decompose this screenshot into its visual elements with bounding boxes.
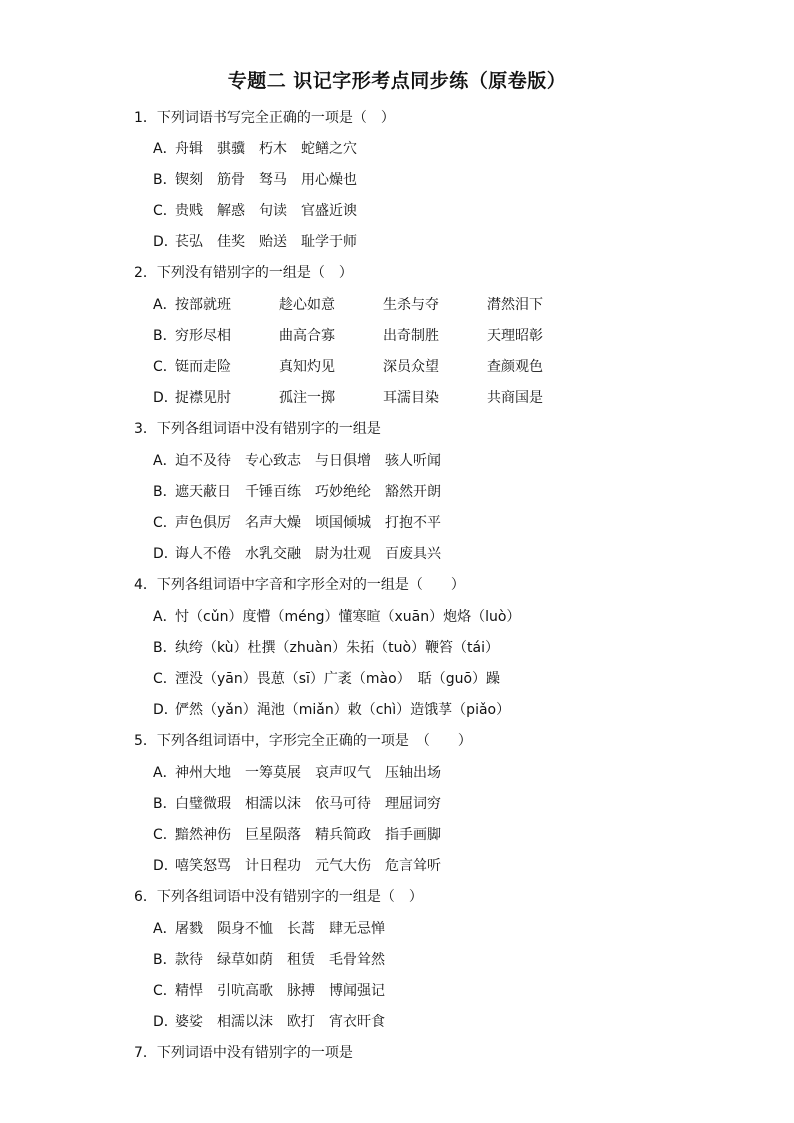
option-label: A． bbox=[153, 297, 177, 313]
option-word: 元气大伤 bbox=[315, 858, 371, 874]
option-text: 忖（cǔn）度懵（méng）懂寒暄（xuān）炮烙（luò） bbox=[175, 609, 521, 625]
option-word: 耳濡目染 bbox=[383, 390, 439, 406]
question-1-option-c bbox=[153, 202, 357, 220]
option-label: B． bbox=[153, 952, 177, 968]
option-label: C． bbox=[153, 671, 177, 687]
option-word: 骇人听闻 bbox=[385, 453, 441, 469]
option-word: 佳奖 bbox=[217, 234, 245, 250]
option-word: 贵贱 bbox=[175, 203, 203, 219]
option-label: A． bbox=[153, 765, 177, 781]
option-label: D． bbox=[153, 702, 178, 718]
option-label: C． bbox=[153, 515, 177, 531]
option-word: 指手画脚 bbox=[385, 827, 441, 843]
option-word: 百废具兴 bbox=[385, 546, 441, 562]
option-label: C． bbox=[153, 359, 177, 375]
option-word: 屠戮 bbox=[175, 921, 203, 937]
option-word: 哀声叹气 bbox=[315, 765, 371, 781]
option-word: 肆无忌惮 bbox=[329, 921, 385, 937]
option-label: D． bbox=[153, 1014, 178, 1030]
question-3-option-a bbox=[153, 452, 441, 470]
option-word: 舟辑 bbox=[175, 141, 203, 157]
question-1-option-a bbox=[153, 140, 357, 158]
question-5-option-c bbox=[153, 826, 441, 844]
option-word: 宵衣旰食 bbox=[329, 1014, 385, 1030]
option-word: 相濡以沫 bbox=[217, 1014, 273, 1030]
option-word: 深员众望 bbox=[383, 359, 439, 375]
option-word: 蛇鳝之穴 bbox=[301, 141, 357, 157]
option-word: 租赁 bbox=[287, 952, 315, 968]
option-text: 俨然（yǎn）渑池（miǎn）敕（chì）造饿莩（piǎo） bbox=[175, 702, 511, 718]
option-word: 句读 bbox=[259, 203, 287, 219]
option-label: B． bbox=[153, 796, 177, 812]
option-word: 绿草如荫 bbox=[217, 952, 273, 968]
option-word: 用心燥也 bbox=[301, 172, 357, 188]
question-1-stem: 1．下列词语书写完全正确的一项是（ ） bbox=[134, 110, 395, 126]
option-word: 骐骥 bbox=[217, 141, 245, 157]
option-word: 耻学于师 bbox=[301, 234, 357, 250]
option-word: 诲人不倦 bbox=[175, 546, 231, 562]
option-word: 遮天蔽日 bbox=[175, 484, 231, 500]
option-word: 千锤百练 bbox=[245, 484, 301, 500]
option-word: 驽马 bbox=[259, 172, 287, 188]
option-word: 豁然开朗 bbox=[385, 484, 441, 500]
option-word: 曲高合寡 bbox=[279, 328, 335, 344]
option-word: 共商国是 bbox=[487, 390, 543, 406]
question-4-option-d bbox=[153, 701, 510, 719]
option-label: B． bbox=[153, 328, 177, 344]
option-label: C． bbox=[153, 983, 177, 999]
option-word: 相濡以沫 bbox=[245, 796, 301, 812]
option-text: 湮没（yān）畏葸（sī）广袤（mào） 聒（guō）躁 bbox=[175, 671, 501, 687]
option-label: D． bbox=[153, 858, 178, 874]
option-word: 引吭高歌 bbox=[217, 983, 273, 999]
question-3-option-d bbox=[153, 545, 441, 563]
option-label: B． bbox=[153, 640, 177, 656]
option-label: D． bbox=[153, 234, 178, 250]
option-word: 计日程功 bbox=[245, 858, 301, 874]
option-word: 依马可待 bbox=[315, 796, 371, 812]
question-6-stem: 6．下列各组词语中没有错别字的一组是（ ） bbox=[134, 889, 423, 905]
option-word: 一筹莫展 bbox=[245, 765, 301, 781]
question-1-option-b bbox=[153, 171, 357, 189]
option-word: 长蒿 bbox=[287, 921, 315, 937]
question-6-option-a bbox=[153, 920, 385, 938]
option-word: 巨星陨落 bbox=[245, 827, 301, 843]
option-word: 铤而走险 bbox=[175, 359, 231, 375]
question-5-option-b bbox=[153, 795, 441, 813]
option-label: B． bbox=[153, 172, 177, 188]
option-word: 款待 bbox=[175, 952, 203, 968]
question-2-stem: 2．下列没有错别字的一组是（ ） bbox=[134, 265, 353, 281]
option-word: 生杀与夺 bbox=[383, 297, 439, 313]
option-word: 趁心如意 bbox=[279, 297, 335, 313]
option-word: 孤注一掷 bbox=[279, 390, 335, 406]
option-word: 欧打 bbox=[287, 1014, 315, 1030]
option-word: 精悍 bbox=[175, 983, 203, 999]
question-5-option-d bbox=[153, 857, 441, 875]
option-word: 出奇制胜 bbox=[383, 328, 439, 344]
option-label: A． bbox=[153, 609, 177, 625]
question-4-option-c bbox=[153, 670, 500, 688]
page-title: 专题二 识记字形考点同步练（原卷版） bbox=[227, 70, 567, 92]
option-word: 穷形尽相 bbox=[175, 328, 231, 344]
option-label: C． bbox=[153, 203, 177, 219]
option-word: 真知灼见 bbox=[279, 359, 335, 375]
option-word: 迫不及待 bbox=[175, 453, 231, 469]
option-word: 捉襟见肘 bbox=[175, 390, 231, 406]
question-3-option-c bbox=[153, 514, 441, 532]
option-word: 水乳交融 bbox=[245, 546, 301, 562]
option-word: 陨身不恤 bbox=[217, 921, 273, 937]
option-word: 朽木 bbox=[259, 141, 287, 157]
option-word: 精兵简政 bbox=[315, 827, 371, 843]
option-label: A． bbox=[153, 921, 177, 937]
option-word: 天理昭彰 bbox=[487, 328, 543, 344]
option-word: 压轴出场 bbox=[385, 765, 441, 781]
option-label: C． bbox=[153, 827, 177, 843]
option-word: 神州大地 bbox=[175, 765, 231, 781]
question-2-option-b bbox=[153, 327, 543, 345]
option-word: 解惑 bbox=[217, 203, 245, 219]
option-word: 按部就班 bbox=[175, 297, 231, 313]
option-label: A． bbox=[153, 141, 177, 157]
question-1-option-d bbox=[153, 233, 357, 251]
option-label: D． bbox=[153, 546, 178, 562]
option-word: 白璧微瑕 bbox=[175, 796, 231, 812]
question-3-stem: 3．下列各组词语中没有错别字的一组是 bbox=[134, 421, 381, 437]
option-word: 名声大燥 bbox=[245, 515, 301, 531]
option-word: 官盛近谀 bbox=[301, 203, 357, 219]
option-word: 顷国倾城 bbox=[315, 515, 371, 531]
option-word: 苌弘 bbox=[175, 234, 203, 250]
option-word: 危言耸听 bbox=[385, 858, 441, 874]
option-word: 声色俱厉 bbox=[175, 515, 231, 531]
option-label: B． bbox=[153, 484, 177, 500]
option-word: 嘻笑怒骂 bbox=[175, 858, 231, 874]
option-word: 打抱不平 bbox=[385, 515, 441, 531]
question-2-option-a bbox=[153, 296, 543, 314]
option-label: D． bbox=[153, 390, 178, 406]
question-2-option-d bbox=[153, 389, 543, 407]
option-label: A． bbox=[153, 453, 177, 469]
option-word: 尉为壮观 bbox=[315, 546, 371, 562]
question-4-option-b bbox=[153, 639, 499, 657]
option-word: 筋骨 bbox=[217, 172, 245, 188]
option-word: 黯然神伤 bbox=[175, 827, 231, 843]
option-word: 锲刻 bbox=[175, 172, 203, 188]
question-5-stem: 5．下列各组词语中，字形完全正确的一项是 （ ） bbox=[134, 733, 472, 749]
option-word: 脉搏 bbox=[287, 983, 315, 999]
option-word: 专心致志 bbox=[245, 453, 301, 469]
option-word: 巧妙绝纶 bbox=[315, 484, 371, 500]
option-text: 纨绔（kù）杜撰（zhuàn）朱拓（tuò）鞭笞（tái） bbox=[175, 640, 499, 656]
question-2-option-c bbox=[153, 358, 543, 376]
option-word: 理屈词穷 bbox=[385, 796, 441, 812]
question-6-option-b bbox=[153, 951, 385, 969]
option-word: 婆娑 bbox=[175, 1014, 203, 1030]
question-6-option-d bbox=[153, 1013, 385, 1031]
question-7-stem: 7．下列词语中没有错别字的一项是 bbox=[134, 1045, 353, 1061]
question-6-option-c bbox=[153, 982, 385, 1000]
option-word: 查颜观色 bbox=[487, 359, 543, 375]
question-3-option-b bbox=[153, 483, 441, 501]
question-4-stem: 4．下列各组词语中字音和字形全对的一组是（ ） bbox=[134, 577, 465, 593]
question-5-option-a bbox=[153, 764, 441, 782]
option-word: 与日俱增 bbox=[315, 453, 371, 469]
question-4-option-a bbox=[153, 608, 520, 626]
option-word: 博闻强记 bbox=[329, 983, 385, 999]
option-word: 贻送 bbox=[259, 234, 287, 250]
option-word: 潸然泪下 bbox=[487, 297, 543, 313]
option-word: 毛骨耸然 bbox=[329, 952, 385, 968]
